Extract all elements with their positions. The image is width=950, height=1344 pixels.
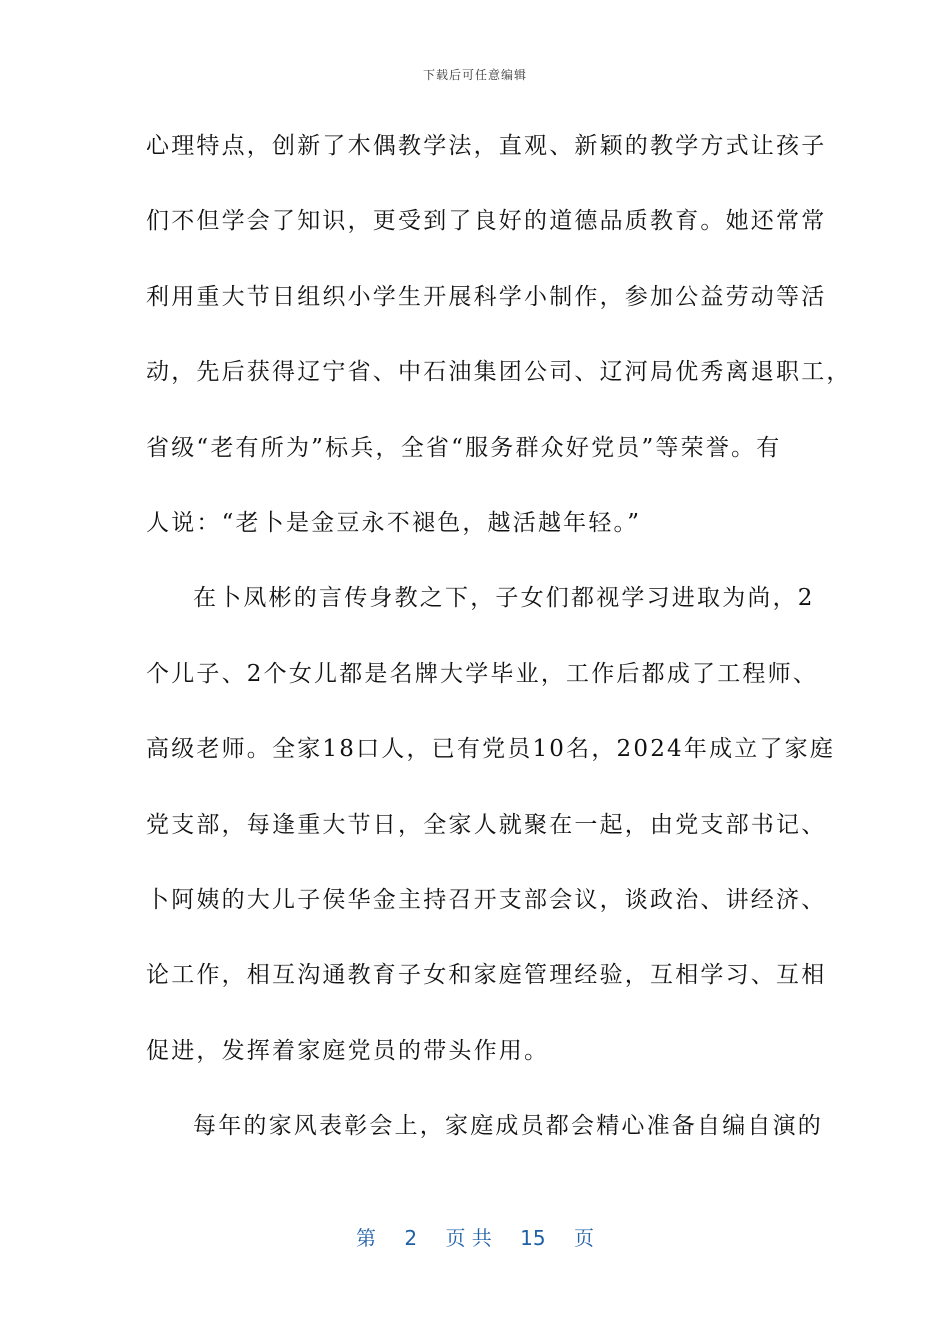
paragraph-line: 在卜凤彬的言传身教之下，子女们都视学习进取为尚，2	[193, 585, 815, 612]
paragraph-line: 促进，发挥着家庭党员的带头作用。	[146, 1037, 550, 1064]
paragraph-line: 利用重大节日组织小学生开展科学小制作，参加公益劳动等活	[146, 283, 827, 310]
paragraph-line: 个儿子、2个女儿都是名牌大学毕业，工作后都成了工程师、	[146, 660, 819, 687]
paragraph-line: 心理特点，创新了木偶教学法，直观、新颖的教学方式让孩子	[146, 133, 827, 159]
paragraph-line: 卜阿姨的大儿子侯华金主持召开支部会议，谈政治、讲经济、	[146, 886, 827, 913]
paragraph-line: 人说：“老卜是金豆永不褪色，越活越年轻。”	[146, 509, 642, 536]
paragraph-line: 每年的家风表彰会上，家庭成员都会精心准备自编自演的	[193, 1113, 823, 1140]
footer-suffix: 页	[573, 1226, 594, 1250]
total-pages-number: 15	[520, 1226, 546, 1250]
page-footer	[0, 1222, 950, 1251]
header-note: 下载后可任意编辑	[422, 68, 527, 82]
current-page-number: 2	[404, 1226, 418, 1250]
document-body	[146, 122, 852, 1177]
paragraph-line: 动，先后获得辽宁省、中石油集团公司、辽河局优秀离退职工，	[146, 359, 852, 386]
paragraph-line: 党支部，每逢重大节日，全家人就聚在一起，由党支部书记、	[146, 811, 827, 838]
paragraph-line: 们不但学会了知识，更受到了良好的道德品质教育。她还常常	[146, 208, 827, 235]
paragraph-line: 论工作，相互沟通教育子女和家庭管理经验，互相学习、互相	[146, 962, 827, 989]
footer-middle: 页 共	[445, 1226, 492, 1250]
paragraph-line: 高级老师。全家18口人，已有党员10名，2024年成立了家庭	[146, 736, 836, 763]
footer-prefix: 第	[356, 1226, 376, 1250]
paragraph-line: 省级“老有所为”标兵，全省“服务群众好党员”等荣誉。有	[146, 434, 782, 461]
